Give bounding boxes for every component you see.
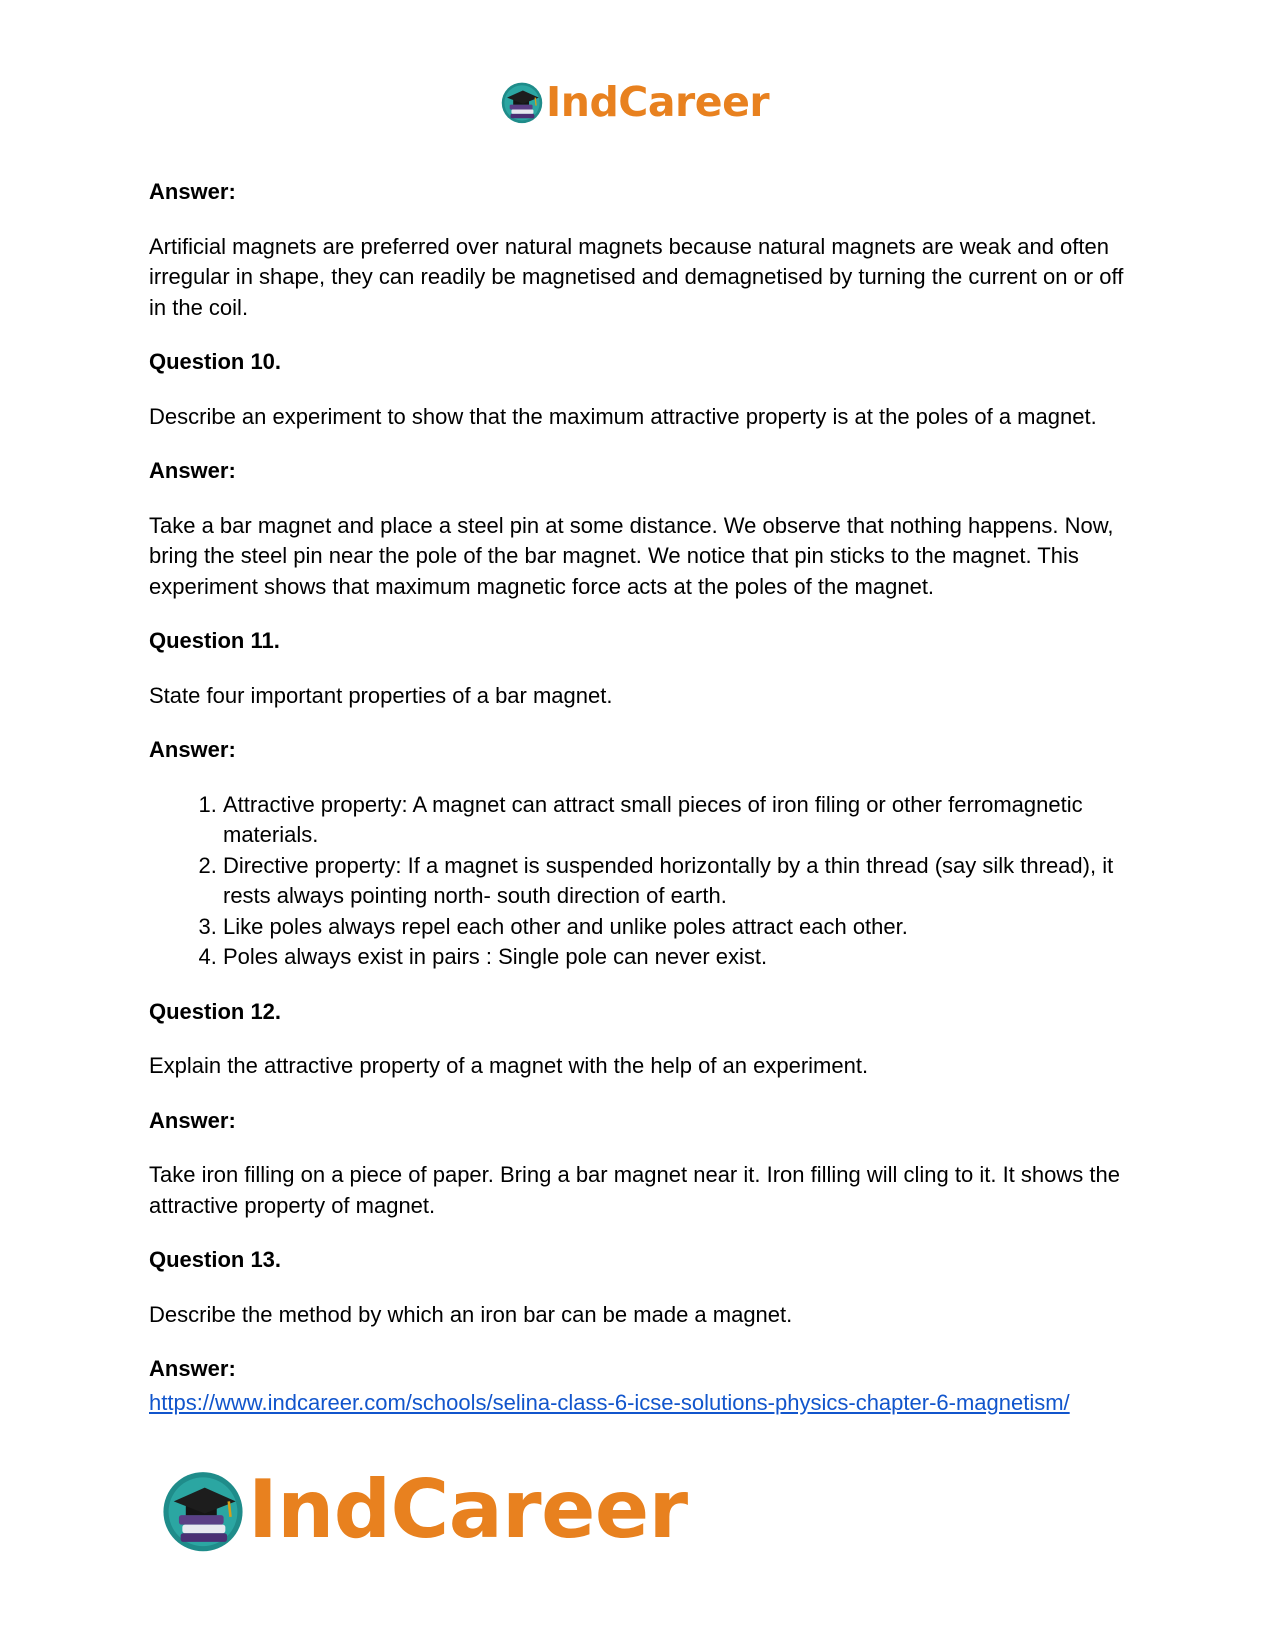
header-logo [500,80,769,124]
answer-label: Answer: [149,458,236,483]
answer-label: Answer: [149,1356,236,1381]
properties-list [149,790,1129,973]
question-heading: Question 11. [149,628,280,653]
question-text: Describe an experiment to show that the maximum attractive property is at the poles of a magnet. [149,403,1097,429]
answer-label: Answer: [149,737,236,762]
question-heading: Question 12. [149,998,282,1024]
answer-label: Answer: [149,1107,236,1133]
list-item: 4. Poles always exist in pairs : Single pole can never exist. [223,942,1129,973]
footer-logo [160,1463,688,1556]
graduation-cap-books-icon [160,1467,246,1553]
list-item: 3. Like poles always repel each other and unlike poles attract each other. [223,912,1129,943]
question-heading: Question 13. [149,1247,282,1272]
list-item: 1. Attractive property: A magnet can attract small pieces of iron filing or other ferromagnetic materials. [223,790,1129,851]
document-body [149,177,1129,1418]
list-item: 2. Directive property: If a magnet is suspended horizontally by a thin thread (say silk thread), it rests always pointing north- south direction of earth. [223,851,1129,912]
question-heading: Question 10. [149,349,282,374]
answer-text: Artificial magnets are preferred over natural magnets because natural magnets are weak and often irregular in shape, they can readily be magnetised and demagnetised by turning the current on or off in the coil. [149,233,1124,320]
question-text: State four important properties of a bar magnet. [149,682,613,708]
header-logo-text: IndCareer [546,78,770,126]
answer-text: Take a bar magnet and place a steel pin at some distance. We observe that nothing happens. Now, bring the steel pin near the pole of the bar magnet. We notice that pin sticks to the magnet. This experiment shows that maximum magnetic force acts at the poles of the magnet. [149,512,1114,599]
footer-logo-text: IndCareer [248,1463,688,1556]
answer-text: Take iron filling on a piece of paper. Bring a bar magnet near it. Iron filling will cling to it. It shows the attractive property of magnet. [149,1162,1120,1218]
question-text: Explain the attractive property of a magnet with the help of an experiment. [149,1053,869,1078]
answer-label: Answer: [149,179,236,204]
graduation-cap-books-icon [500,80,544,124]
source-link[interactable]: https://www.indcareer.com/schools/selina-class-6-icse-solutions-physics-chapter-6-magnetism/ [149,1389,1070,1415]
question-text: Describe the method by which an iron bar can be made a magnet. [149,1301,793,1327]
